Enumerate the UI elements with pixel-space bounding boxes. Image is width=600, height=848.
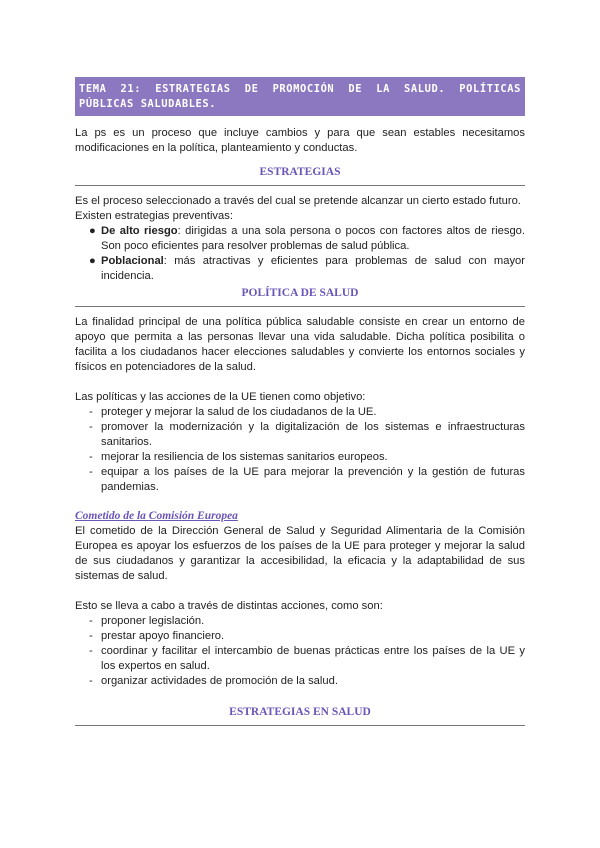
politica-lead: Las políticas y las acciones de la UE tienen como objetivo: xyxy=(75,391,366,403)
cometido-list xyxy=(75,614,525,689)
list-item xyxy=(75,465,525,495)
page-title: TEMA 21: ESTRATEGIAS DE PROMOCIÓN DE LA SALUD. POLÍTICAS PÚBLICAS SALUDABLES. xyxy=(75,77,525,116)
list-item-text: mejorar la resiliencia de los sistemas sanitarios europeos. xyxy=(101,451,388,463)
dash-marker: - xyxy=(89,615,93,627)
list-item-text: prestar apoyo financiero. xyxy=(101,630,225,642)
politica-paragraph: La finalidad principal de una política pública saludable consiste en crear un entorno de apoyo que permita a las personas llevar una vida saludable. Dicha política posibilita o facilita a los ciudadanos hacer elecciones saludables y convierte los entornos sociales y físicos en potenciadores de la salud. xyxy=(75,316,525,373)
dash-marker: - xyxy=(89,630,93,642)
list-item xyxy=(75,224,525,254)
section-heading-politica: POLÍTICA DE SALUD xyxy=(241,287,359,299)
list-item xyxy=(75,644,525,674)
dash-marker: - xyxy=(89,675,93,687)
list-item-term: Poblacional xyxy=(101,255,164,267)
intro-paragraph: La ps es un proceso que incluye cambios y para que sean estables necesitamos modificaciones en la política, planteamiento y conductas. xyxy=(75,127,525,154)
estrategias-paragraph: Es el proceso seleccionado a través del cual se pretende alcanzar un cierto estado futuro. xyxy=(75,195,521,207)
bullet-marker: ● xyxy=(89,255,96,267)
bullet-marker: ● xyxy=(89,225,96,237)
dash-marker: - xyxy=(89,645,93,657)
estrategias-lead: Existen estrategias preventivas: xyxy=(75,210,233,222)
dash-marker: - xyxy=(89,451,93,463)
list-item xyxy=(75,254,525,284)
list-item xyxy=(75,405,525,420)
list-item-text: organizar actividades de promoción de la salud. xyxy=(101,675,338,687)
list-item-text: proponer legislación. xyxy=(101,615,205,627)
list-item-text: : más atractivas y eficientes para problemas de salud con mayor incidencia. xyxy=(101,255,525,282)
list-item xyxy=(75,450,525,465)
divider xyxy=(75,306,525,307)
politica-list xyxy=(75,405,525,495)
divider xyxy=(75,185,525,186)
dash-marker: - xyxy=(89,421,93,433)
cometido-lead: Esto se lleva a cabo a través de distintas acciones, como son: xyxy=(75,600,383,612)
subsection-heading-cometido: Cometido de la Comisión Europea xyxy=(75,510,238,522)
list-item xyxy=(75,629,525,644)
list-item-text: promover la modernización y la digitalización de los sistemas e infraestructuras sanitarios. xyxy=(101,421,525,448)
dash-marker: - xyxy=(89,406,93,418)
list-item xyxy=(75,420,525,450)
list-item xyxy=(75,614,525,629)
estrategias-list xyxy=(75,224,525,284)
list-item-text: : dirigidas a una sola persona o pocos con factores altos de riesgo. Son poco eficientes para resolver problemas de salud pública. xyxy=(101,225,525,252)
document-page xyxy=(75,77,525,734)
section-heading-estrategias: ESTRATEGIAS xyxy=(259,166,341,178)
list-item xyxy=(75,674,525,689)
dash-marker: - xyxy=(89,466,93,478)
section-heading-estrategias-salud: ESTRATEGIAS EN SALUD xyxy=(229,706,371,718)
cometido-paragraph: El cometido de la Dirección General de Salud y Seguridad Alimentaria de la Comisión Europea es apoyar los esfuerzos de los países de la UE para proteger y mejorar la salud de sus ciudadanos y garantizar la accesibilidad, la eficacia y la adaptabilidad de sus sistemas de salud. xyxy=(75,525,525,582)
list-item-text: equipar a los países de la UE para mejorar la prevención y la gestión de futuras pandemias. xyxy=(101,466,525,493)
list-item-text: coordinar y facilitar el intercambio de buenas prácticas entre los países de la UE y los expertos en salud. xyxy=(101,645,525,672)
list-item-term: De alto riesgo xyxy=(101,225,178,237)
divider xyxy=(75,725,525,726)
list-item-text: proteger y mejorar la salud de los ciudadanos de la UE. xyxy=(101,406,377,418)
